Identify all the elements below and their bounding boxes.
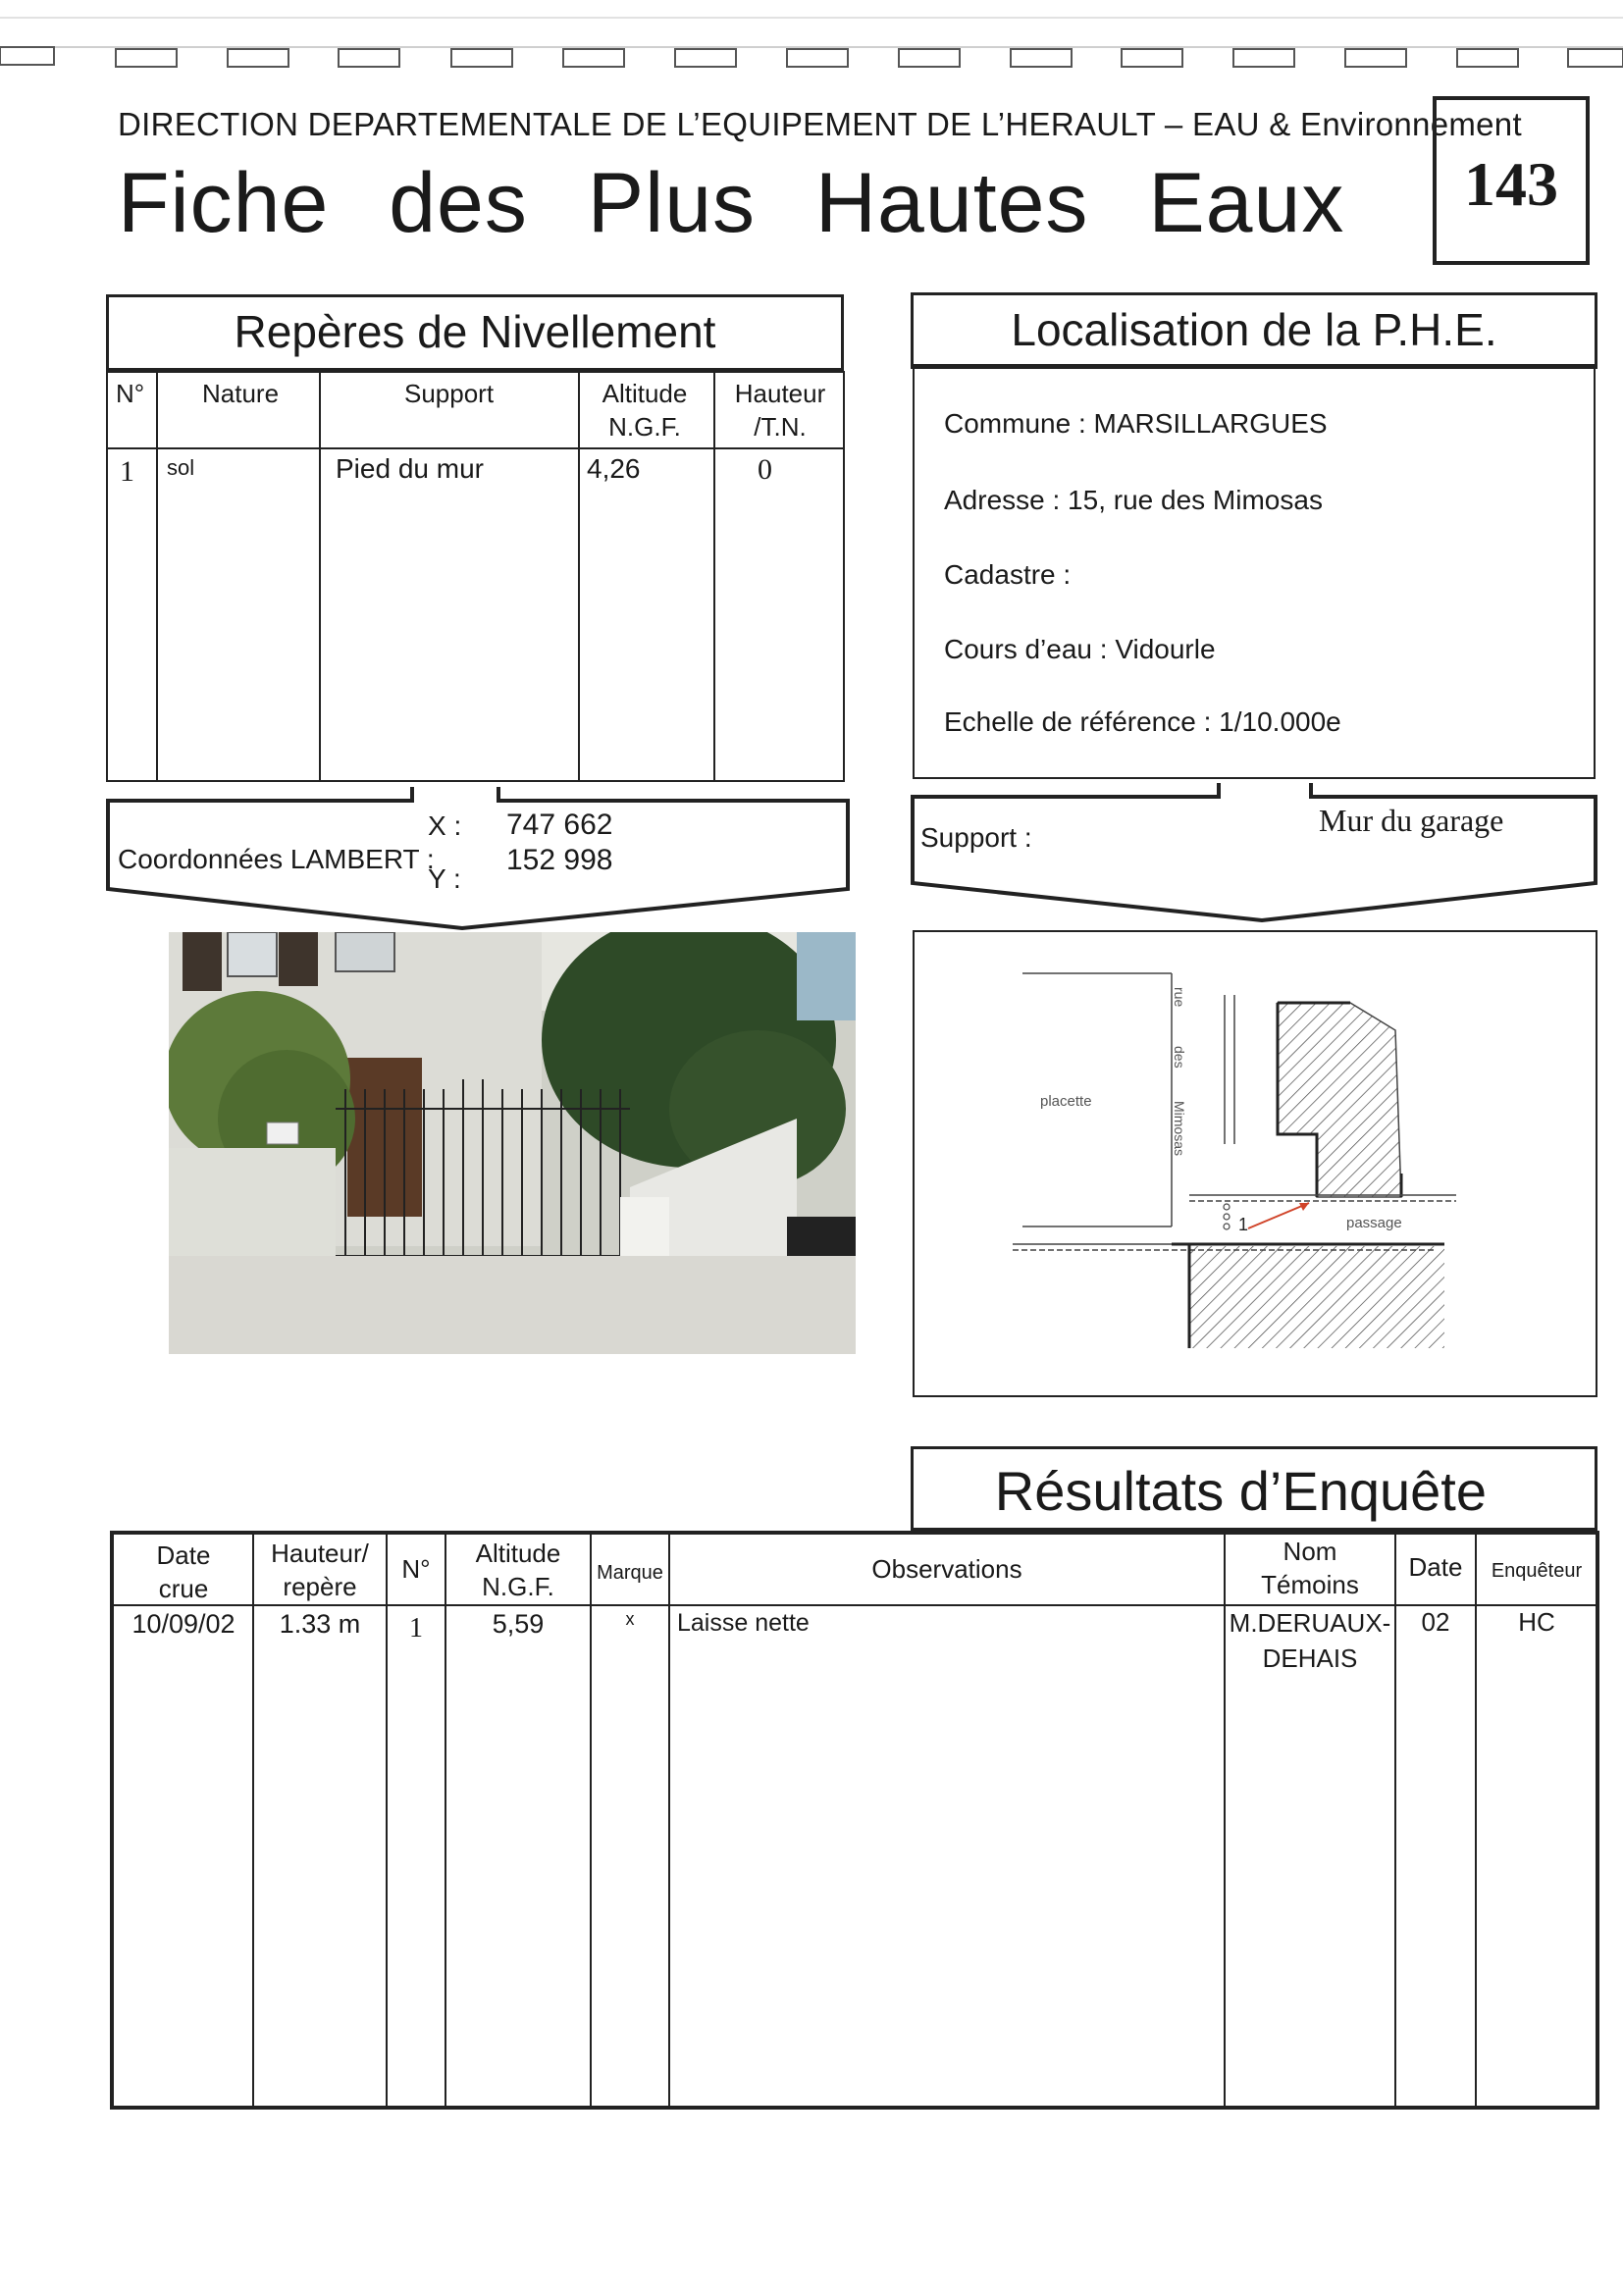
reperes-col-altitude-line2: N.G.F. <box>608 412 681 442</box>
res-col-marque: Marque <box>597 1562 663 1584</box>
reperes-row-altitude: 4,26 <box>587 453 641 484</box>
res-row-enqueteur: HC <box>1518 1607 1555 1637</box>
binder-tab-strip <box>0 0 1623 88</box>
plan-marker-number: 1 <box>1238 1215 1249 1234</box>
lambert-y-label: Y : <box>428 863 461 894</box>
res-row-observations: Laisse nette <box>677 1609 810 1637</box>
reperes-row-num: 1 <box>120 455 134 488</box>
res-col-date2: Date <box>1408 1552 1463 1582</box>
reperes-title: Repères de Nivellement <box>106 294 844 373</box>
res-col-hauteur <box>253 1537 387 1603</box>
commune-field: Commune : MARSILLARGUES <box>944 408 1328 439</box>
plan-label-passage: passage <box>1346 1215 1402 1231</box>
res-row-temoin <box>1225 1605 1395 1676</box>
cadastre-field: Cadastre : <box>944 559 1072 590</box>
lambert-label: Coordonnées LAMBERT : <box>118 844 435 874</box>
res-col-hauteur-line2: repère <box>283 1572 357 1601</box>
res-col-date <box>112 1539 255 1605</box>
location-plan-drawing <box>915 932 1596 1395</box>
res-col-enqueteur: Enquêteur <box>1491 1560 1583 1582</box>
organisation-header: DIRECTION DEPARTEMENTALE DE L’EQUIPEMENT DE L’HERAULT – EAU & Environnement <box>118 106 1522 142</box>
res-col-nom-temoins <box>1225 1535 1395 1601</box>
location-plan <box>913 930 1597 1397</box>
page-title: Fiche des Plus Hautes Eaux <box>118 156 1345 250</box>
reperes-col-altitude <box>581 377 708 444</box>
res-col-altitude-line1: Altitude <box>475 1539 561 1568</box>
res-col-altitude-line2: N.G.F. <box>482 1572 554 1601</box>
reperes-row-nature: sol <box>167 455 195 480</box>
res-col-altitude <box>445 1537 591 1603</box>
res-row-date2: 02 <box>1421 1607 1450 1637</box>
res-row-num: 1 <box>409 1613 423 1644</box>
res-row-date: 10/09/02 <box>131 1609 236 1639</box>
support-label: Support : <box>920 822 1032 853</box>
cours-eau-field: Cours d’eau : Vidourle <box>944 634 1216 664</box>
sheet-number: 143 <box>1433 96 1590 265</box>
res-col-observations: Observations <box>871 1554 1022 1584</box>
res-row-hauteur: 1.33 m <box>279 1609 361 1639</box>
res-row-temoin-line1: M.DERUAUX- <box>1229 1608 1391 1638</box>
plan-label-rue: rue <box>1172 987 1187 1008</box>
localisation-title: Localisation de la P.H.E. <box>911 292 1597 369</box>
reperes-row-support: Pied du mur <box>336 453 484 484</box>
support-value: Mur du garage <box>1319 803 1504 838</box>
reperes-col-hauteur-line2: /T.N. <box>754 412 807 442</box>
lambert-x-value: 747 662 <box>506 809 613 841</box>
res-col-nom-line2: Témoins <box>1261 1570 1359 1599</box>
res-col-nom-line1: Nom <box>1283 1537 1337 1566</box>
plan-label-placette: placette <box>1040 1093 1092 1110</box>
reperes-col-hauteur-line1: Hauteur <box>734 379 826 408</box>
resultats-title: Résultats d’Enquête <box>911 1446 1597 1533</box>
res-col-date-line2: crue <box>158 1574 209 1603</box>
site-photo <box>169 932 856 1354</box>
reperes-col-hauteur <box>716 377 844 444</box>
res-col-date-line1: Date <box>156 1540 211 1570</box>
reperes-col-support: Support <box>404 379 495 408</box>
res-row-marque: x <box>625 1609 635 1629</box>
res-col-num: N° <box>401 1554 431 1584</box>
plan-label-mimosas: Mimosas <box>1172 1101 1187 1157</box>
adresse-field: Adresse : 15, rue des Mimosas <box>944 485 1323 515</box>
reperes-col-nature: Nature <box>202 379 280 408</box>
reperes-row-hauteur: 0 <box>758 453 772 486</box>
reperes-col-num: N° <box>116 379 145 408</box>
res-col-hauteur-line1: Hauteur/ <box>271 1539 369 1568</box>
lambert-x-label: X : <box>428 810 462 841</box>
res-row-altitude: 5,59 <box>492 1609 545 1639</box>
lambert-y-value: 152 998 <box>506 844 613 876</box>
echelle-field: Echelle de référence : 1/10.000e <box>944 706 1341 737</box>
res-row-temoin-line2: DEHAIS <box>1262 1644 1358 1673</box>
reperes-col-altitude-line1: Altitude <box>602 379 688 408</box>
plan-label-des: des <box>1172 1046 1187 1069</box>
